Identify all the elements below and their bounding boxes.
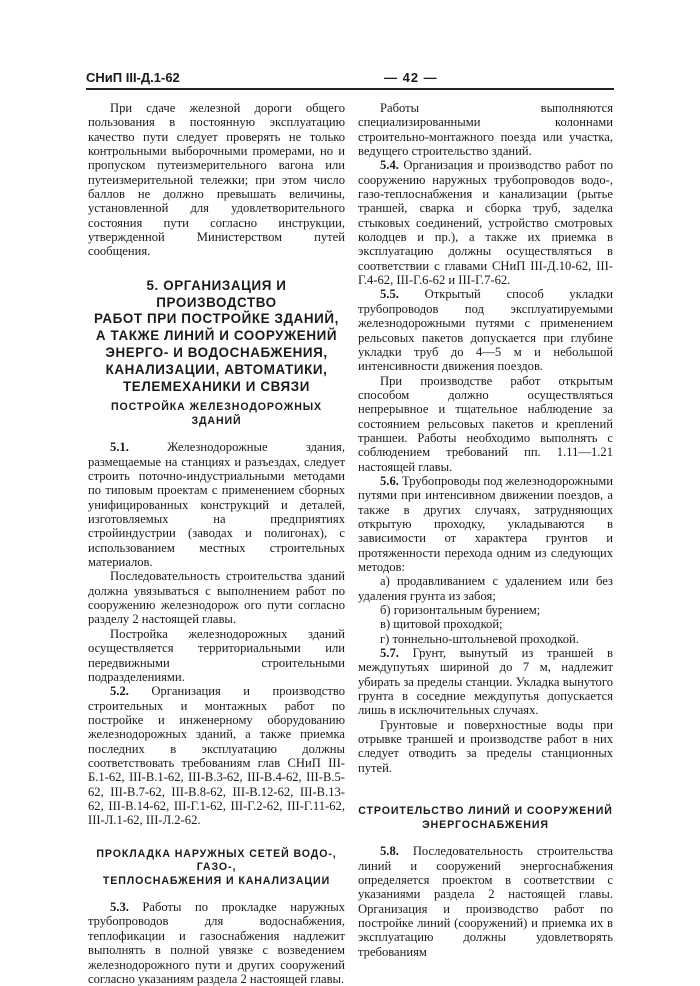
clause-5-1: 5.1. Железнодорожные здания, размещаемые на станциях и разъездах, следует строить поточно-индустриальными методами по типовым проектам с применением сборных унифицированных конструкций и деталей, изготовляемых на предприятиях стройиндустрии (заводах и полигонах), с использованием местных строительных материалов. [88, 440, 345, 570]
paragraph: Постройка железнодорожных зданий осуществляется территориальными или передвижными строительными подразделениями. [88, 626, 345, 684]
clause-5-7: 5.7. Грунт, вынутый из траншей в междупутьях шириной до 7 м, надлежит убирать за пределы станции. Укладка вынутого грунта в соседние междупутья допускается лишь в исключительных случаях. [358, 646, 613, 718]
clause-5-2: 5.2. Организация и производство строительных и монтажных работ по постройке и инженерному оборудованию железнодорожных зданий, а также приемка последних в эксплуатацию должны соответствовать требованиям глав СНиП III-Б.1-62, III-В.1-62, III-В.3-62, III-В.4-62, III-В.5-62, III-В.7-62, III-В.8-62, III-В.12-62, III-В.13-62, III-В.14-62, III-Г.1-62, III-Г.2-62, III-Г.11-62, III-Л.1-62, III-Л.2-62. [88, 684, 345, 828]
methods-list [358, 574, 613, 646]
document-code: СНиП III-Д.1-62 [86, 70, 180, 85]
subsection-title: СТРОИТЕЛЬСТВО ЛИНИЙ И СООРУЖЕНИЙ ЭНЕРГОСНАБЖЕНИЯ [358, 805, 613, 831]
subsection-title: ПОСТРОЙКА ЖЕЛЕЗНОДОРОЖНЫХ ЗДАНИЙ [110, 401, 323, 427]
list-item: а) продавливанием с удалением или без удаления грунта из забоя; [358, 574, 613, 603]
right-column [358, 101, 613, 959]
clause-5-3: 5.3. Работы по прокладке наружных трубопроводов для водоснабжения, теплофикации и газоснабжения надлежит выполнять в полной увязке с возведением железнодорожного пути и других сооружений согласно указаниям раздела 2 настоящей главы. [88, 900, 345, 986]
list-item: в) щитовой проходкой; [380, 617, 503, 632]
paragraph: При сдаче железной дороги общего пользования в постоянную эксплуатацию качество пути следует проверять не только контрольными выборочными промерами, но и пропуском путеизмерительного вагона или путеизмерительной тележки; при этом число баллов не должно превышать величины, установленной для удовлетворительного состояния пути согласно инструкции, утвержденной Министерством путей сообщения. [88, 101, 345, 259]
clause-5-4: 5.4. Организация и производство работ по сооружению наружных трубопроводов водо-, газо-теплоснабжения и канализации (рытье траншей, сварка и сборка труб, заделка стыковых соединений, устройство смотровых колодцев и пр.), а также их приемка в эксплуатацию должны осуществляться в соответствии с главами СНиП III-Д.10-62, III-Г.4-62, III-Г.6-62 и III-Г.7-62. [358, 158, 614, 288]
paragraph: Работы выполняются специализированными колоннами строительно-монтажного поезда или участка, ведущего строительство зданий. [358, 101, 613, 159]
clause-5-5: 5.5. Открытый способ укладки трубопроводов под эксплуатируемыми железнодорожными путями с применением рельсовых пакетов допускается при глубине укладки труб до 4—5 м и небольшой интенсивности движения поездов. [358, 287, 613, 374]
paragraph: При производстве работ открытым способом должно осуществляться непрерывное и тщательное наблюдение за состоянием рельсовых пакетов и креплений траншеи. Работы необходимо выполнять с соблюдением требований пп. 1.11—1.21 настоящей главы. [358, 373, 613, 474]
subsection-title: ПРОКЛАДКА НАРУЖНЫХ СЕТЕЙ ВОДО-, ГАЗО-, ТЕПЛОСНАБЖЕНИЯ И КАНАЛИЗАЦИИ [96, 847, 337, 887]
clause-5-8: 5.8. Последовательность строительства линий и сооружений энергоснабжения определяется проектом в соответствии с указаниями раздела 2 настоящей главы. Организация и производство работ по постройке линий (сооружений) и приемка их в эксплуатацию должны удовлетворять требованиям [358, 844, 613, 959]
list-item: б) горизонтальным бурением; [380, 603, 541, 618]
clause-5-6: 5.6. Трубопроводы под железнодорожными путями при интенсивном движении поездов, а также в других случаях, затрудняющих открытую проходку, укладываются в зависимости от характера грунтов и протяженности перехода одним из следующих методов: [358, 473, 613, 574]
list-item: г) тоннельно-штольневой проходкой. [380, 631, 579, 646]
left-column [88, 101, 345, 986]
section-title: 5. ОРГАНИЗАЦИЯ И ПРОИЗВОДСТВО РАБОТ ПРИ ПОСТРОЙКЕ ЗДАНИЙ, А ТАКЖЕ ЛИНИЙ И СООРУЖЕНИЙ ЭНЕРГО- И ВОДОСНАБЖЕНИЯ, КАНАЛИЗАЦИИ, АВТОМАТИКИ, ТЕЛЕМЕХАНИКИ И СВЯЗИ [94, 277, 339, 394]
paragraph: Грунтовые и поверхностные воды при отрывке траншей и производстве работ в них следует отводить за пределы станционных путей. [358, 717, 613, 775]
running-header [86, 70, 614, 88]
page-number: — 42 — [384, 70, 438, 85]
paragraph: Последовательность строительства зданий должна увязываться с выполнением работ по сооружению железнодорож ого пути согласно разделу 2 настоящей главы. [88, 569, 345, 627]
header-rule [86, 88, 614, 90]
